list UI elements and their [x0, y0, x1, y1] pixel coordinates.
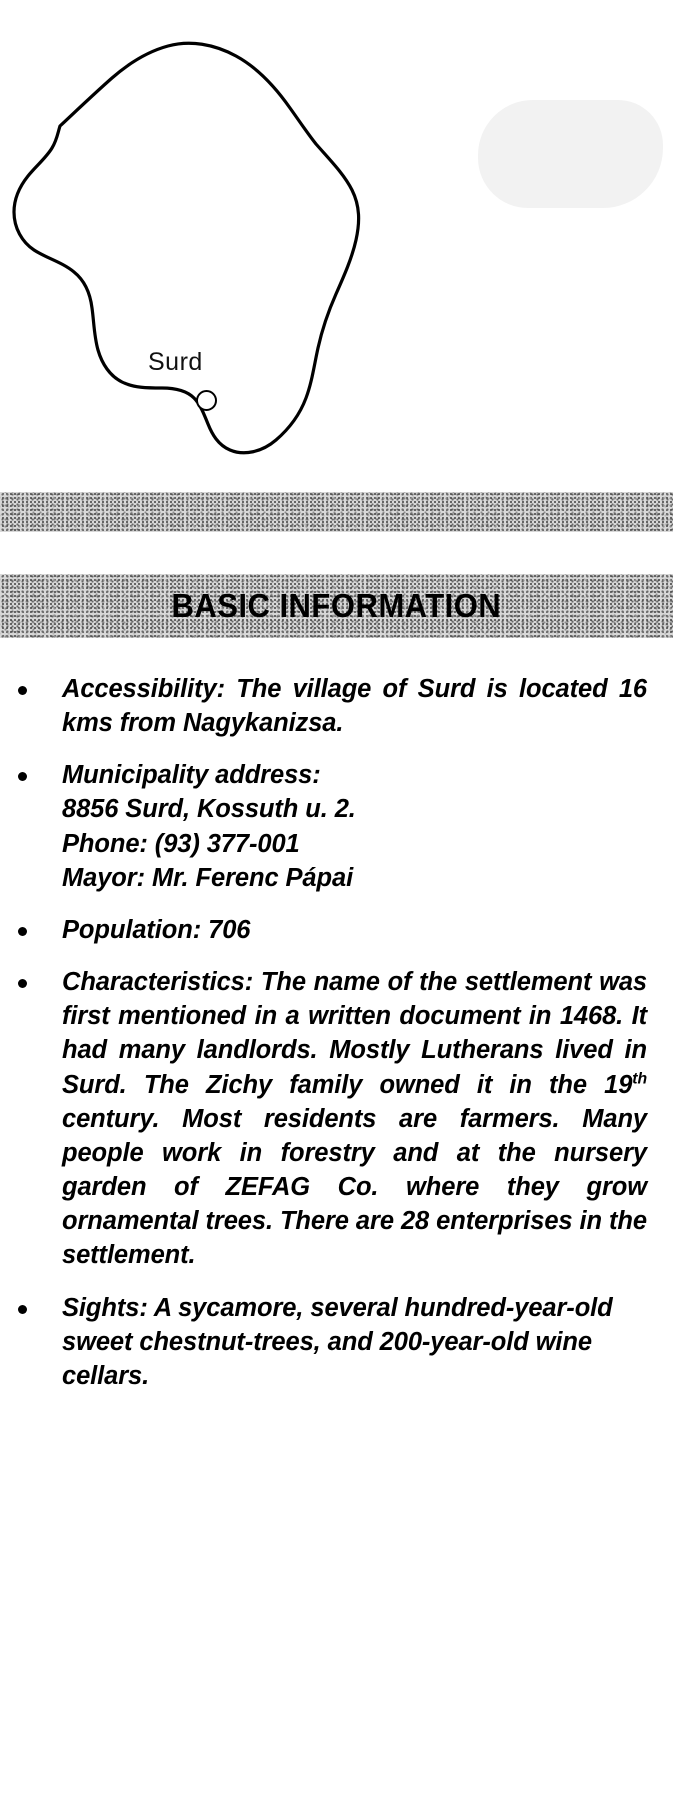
basic-information-content: [0, 638, 673, 1393]
address-street: 8856 Surd, Kossuth u. 2.: [62, 795, 356, 824]
address-mayor: Mayor: Mr. Ferenc Pápai: [62, 863, 354, 892]
municipality-address-block: [62, 758, 647, 895]
bullet-icon: [18, 927, 27, 936]
list-item-population: [12, 913, 647, 947]
address-label: Municipality address:: [62, 761, 321, 790]
list-item-accessibility: [12, 672, 647, 740]
population-text: Population: 706: [62, 915, 251, 944]
bullet-icon: [18, 772, 27, 781]
list-item-characteristics: [12, 965, 647, 1272]
address-phone: Phone: (93) 377-001: [62, 829, 300, 858]
section-title: BASIC INFORMATION: [171, 587, 502, 624]
list-item-municipality-address: [12, 758, 647, 895]
settlement-boundary-map: [0, 0, 673, 470]
ordinal-suffix: th: [632, 1070, 647, 1088]
bullet-icon: [18, 979, 27, 988]
sights-text: Sights: A sycamore, several hundred-year-old sweet chestnut-trees, and 200-year-old wine cellars.: [62, 1293, 613, 1390]
decorative-texture-band: [0, 492, 673, 532]
characteristics-part1: Characteristics: The name of the settlement was first mentioned in a written document in 1468. It had many landlords. Mostly Lutherans lived in Surd. The Zichy family owned it in the 19: [62, 968, 647, 1099]
map-figure: [0, 0, 673, 470]
map-settlement-label: Surd: [148, 348, 203, 376]
section-title-band: [0, 574, 673, 638]
accessibility-text: Accessibility: The village of Surd is located 16 kms from Nagykanizsa.: [62, 675, 647, 738]
info-list: [12, 672, 647, 1393]
characteristics-text: [62, 965, 647, 1272]
map-location-dot-icon: [196, 390, 217, 411]
bullet-icon: [18, 1305, 27, 1314]
characteristics-part2: century. Most residents are farmers. Many people work in forestry and at the nursery garden of ZEFAG Co. where they grow ornamental trees. There are 28 enterprises in the settlement.: [62, 1104, 647, 1270]
list-item-sights: [12, 1291, 647, 1393]
bullet-icon: [18, 686, 27, 695]
